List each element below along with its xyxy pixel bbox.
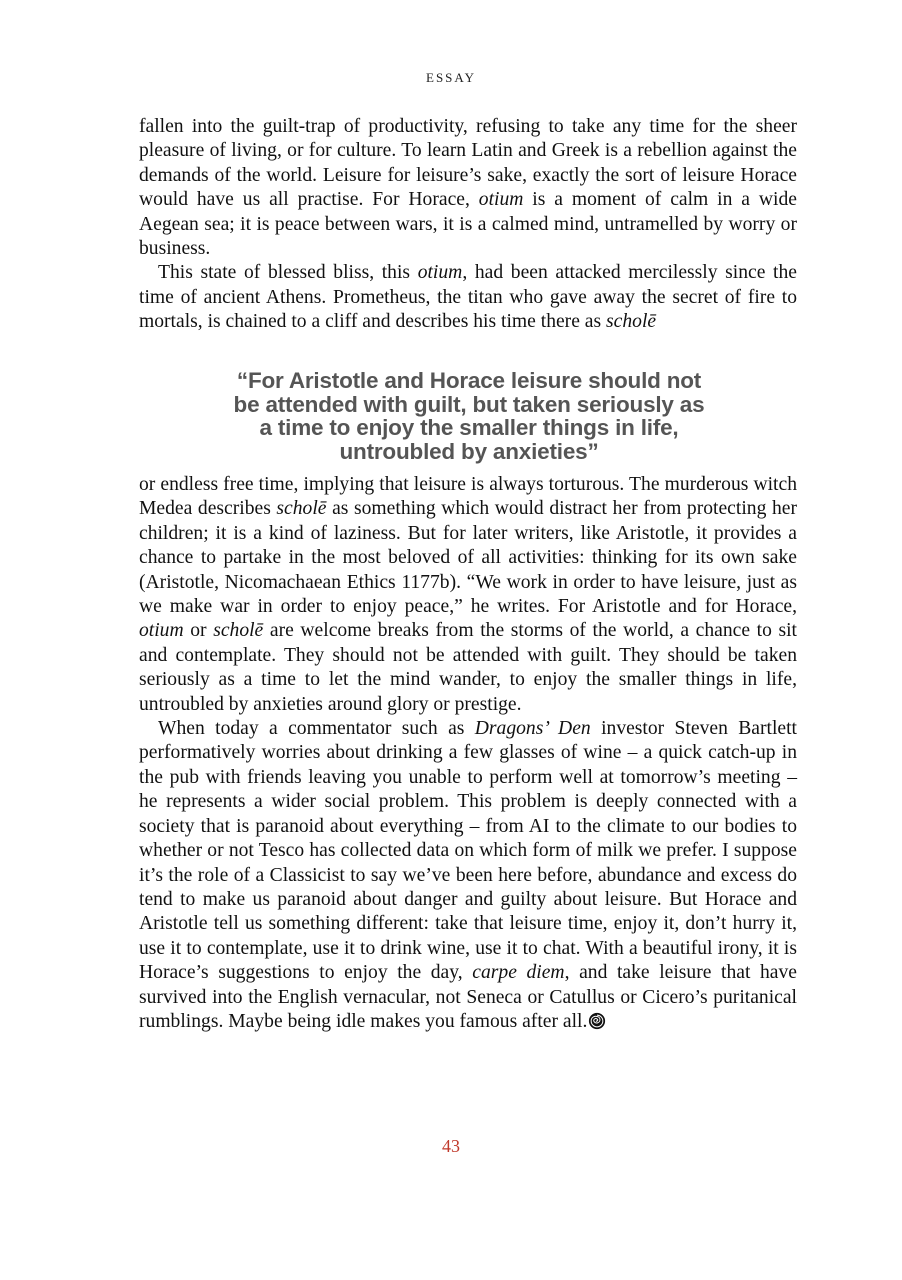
pull-quote-line: untroubled by anxieties” (339, 438, 599, 464)
article-column-top (139, 115, 797, 335)
pull-quote (160, 369, 778, 463)
spiral-end-mark-icon (588, 1012, 606, 1030)
paragraph-2: This state of blessed bliss, this otium, had been attacked mercilessly since the time of ancient Athens. Prometheus, the titan who gave away the secret of fire to mortals, is chained to a cliff and describes his time there as scholē (139, 262, 797, 333)
article-column-bottom (139, 473, 797, 1034)
pull-quote-line: be attended with guilt, but taken seriously as (233, 391, 705, 417)
pull-quote-line: a time to enjoy the smaller things in life, (259, 415, 679, 440)
page-number: 43 (442, 1136, 460, 1156)
pull-quote-line: “For Aristotle and Horace leisure should not (236, 368, 702, 393)
paragraph-4: When today a commentator such as Dragons’ Den investor Steven Bartlett performatively worries about drinking a few glasses of wine – a quick catch-up in the pub with friends leaving you unable to perform well at tomorrow’s meeting – he represents a wider social problem. This problem is deeply connected with a society that is paranoid about everything – from AI to the climate to our bodies to whether or not Tesco has collected data on which form of milk we prefer. I suppose it’s the role of a Classicist to say we’ve been here before, abundance and excess do tend to make us paranoid about danger and guilty about leisure. But Horace and Aristotle tell us something different: take that leisure time, enjoy it, don’t hurry it, use it to contemplate, use it to drink wine, use it to chat. With a beautiful irony, it is Horace’s suggestions to enjoy the day, carpe diem, and take leisure that have survived into the English vernacular, not Seneca or Catullus or Cicero’s puritanical rumblings. Maybe being idle makes you famous after all. (139, 718, 798, 1032)
paragraph-1: fallen into the guilt-trap of productivity, refusing to take any time for the sheer pleasure of living, or for culture. To learn Latin and Greek is a rebellion against the demands of the world. Leisure for leisure’s sake, exactly the sort of leisure Horace would have us all practise. For Horace, otium is a moment of calm in a wide Aegean sea; it is peace between wars, it is a calmed mind, untramelled by worry or business. (139, 116, 797, 260)
paragraph-3: or endless free time, implying that leisure is always torturous. The murderous witch Medea describes scholē as something which would distract her from protecting her children; it is a kind of laziness. But for later writers, like Aristotle, it provides a chance to partake in the most beloved of all activities: thinking for its own sake (Aristotle, Nicomachaean Ethics 1177b). “We work in order to have leisure, just as we make war in order to enjoy peace,” he writes. For Aristotle and for Horace, otium or scholē are welcome breaks from the storms of the world, a chance to sit and contemplate. They should not be attended with guilt. They should be taken seriously as a time to let the mind wander, to enjoy the smaller things in life, untroubled by anxieties around glory or prestige. (139, 474, 798, 715)
running-head: ESSAY (426, 70, 476, 85)
